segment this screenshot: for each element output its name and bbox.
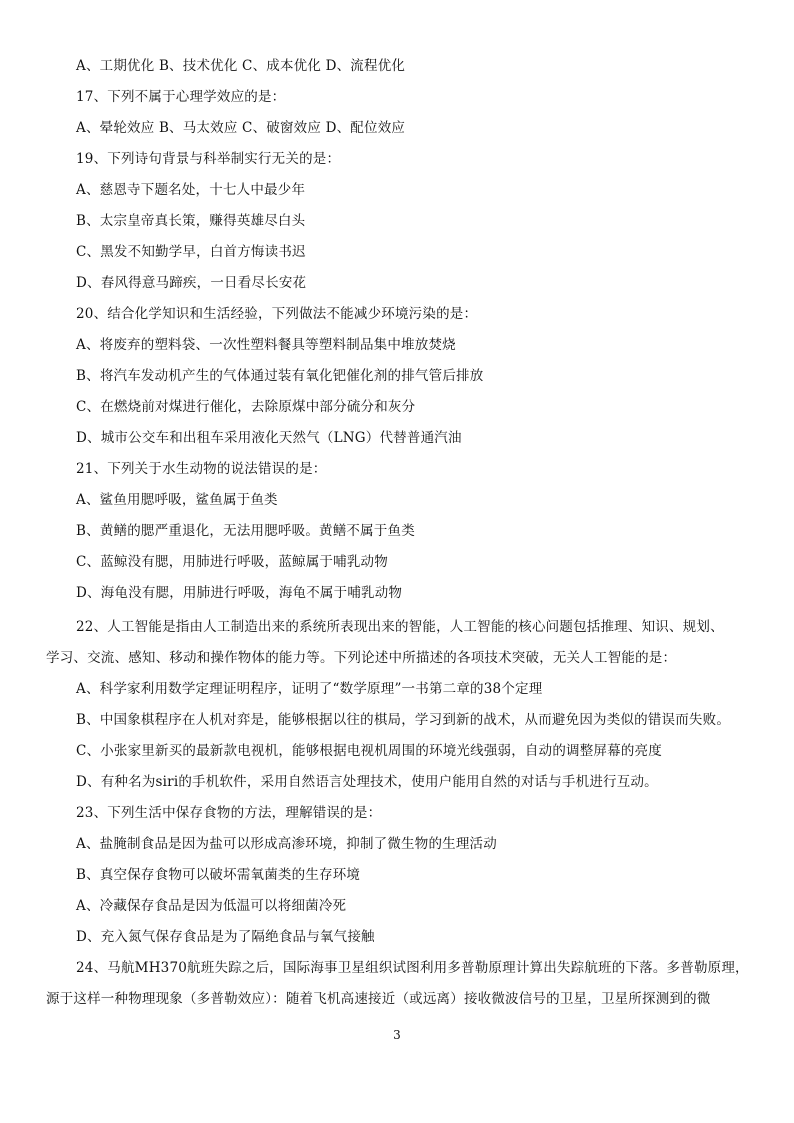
text-line: A、盐腌制食品是因为盐可以形成高渗环境，抑制了微生物的生理活动 xyxy=(76,836,497,852)
text-line: 源于这样一种物理现象（多普勒效应）：随着飞机高速接近（或远离）接收微波信号的卫星，卫星所探测到的微 xyxy=(46,991,711,1007)
question-line: 19、下列诗句背景与科举制实行无关的是： xyxy=(76,151,341,167)
text-line: D、城市公交车和出租车采用液化天然气（LNG）代替普通汽油 xyxy=(76,430,462,446)
question-line: 23、下列生活中保存食物的方法，理解错误的是： xyxy=(76,805,382,821)
text-line: A、冷藏保存食品是因为低温可以将细菌冷死 xyxy=(76,898,347,914)
text-line: C、黑发不知勤学早，白首方悔读书迟 xyxy=(76,244,306,260)
text-line: A、慈恩寺下题名处，十七人中最少年 xyxy=(76,182,306,198)
text-line: C、小张家里新买的最新款电视机，能够根据电视机周围的环境光线强弱，自动的调整屏幕的亮度 xyxy=(76,743,662,759)
text-line: D、海龟没有腮，用肺进行呼吸，海龟不属于哺乳动物 xyxy=(76,585,403,601)
text-line: C、在燃烧前对煤进行催化，去除原煤中部分硫分和灰分 xyxy=(76,399,416,415)
text-line: A、工期优化 B、技术优化 C、成本优化 D、流程优化 xyxy=(76,58,406,74)
question-line: 22、人工智能是指由人工制造出来的系统所表现出来的智能，人工智能的核心问题包括推理、知识、规划、 xyxy=(76,619,724,635)
text-line: B、黄鳝的腮严重退化，无法用腮呼吸。黄鳝不属于鱼类 xyxy=(76,523,415,539)
text-line: A、科学家利用数学定理证明程序，证明了“数学原理”一书第二章的38个定理 xyxy=(76,681,543,697)
question-line: 20、结合化学知识和生活经验，下列做法不能减少环境污染的是： xyxy=(76,306,478,322)
question-line: 17、下列不属于心理学效应的是： xyxy=(76,89,286,105)
text-line: D、有种名为siri的手机软件，采用自然语言处理技术，使用户能用自然的对话与手机进行互动。 xyxy=(76,774,658,790)
text-line: D、充入氮气保存食品是为了隔绝食品与氧气接触 xyxy=(76,929,375,945)
text-line: B、中国象棋程序在人机对弈是，能够根据以往的棋局，学习到新的战术，从而避免因为类似的错误而失败。 xyxy=(76,712,731,728)
text-line: B、真空保存食物可以破坏需氧菌类的生存环境 xyxy=(76,867,361,883)
text-line: A、将废弃的塑料袋、一次性塑料餐具等塑料制品集中堆放焚烧 xyxy=(76,337,456,353)
text-line: 学习、交流、感知、移动和操作物体的能力等。下列论述中所描述的各项技术突破，无关人工智能的是： xyxy=(46,650,677,666)
text-line: B、太宗皇帝真长策，赚得英雄尽白头 xyxy=(76,213,306,229)
text-line: D、春风得意马蹄疾，一日看尽长安花 xyxy=(76,275,307,291)
text-line: B、将汽车发动机产生的气体通过装有氧化钯催化剂的排气管后排放 xyxy=(76,368,484,384)
question-line: 21、下列关于水生动物的说法错误的是： xyxy=(76,461,327,477)
text-line: A、晕轮效应 B、马太效应 C、破窗效应 D、配位效应 xyxy=(76,120,406,136)
text-line: C、蓝鲸没有腮，用肺进行呼吸，蓝鲸属于哺乳动物 xyxy=(76,554,388,570)
text-line: A、鲨鱼用腮呼吸，鲨鱼属于鱼类 xyxy=(76,492,278,508)
question-line: 24、马航MH370航班失踪之后，国际海事卫星组织试图利用多普勒原理计算出失踪航班的下落。多普勒原理， xyxy=(76,960,749,976)
page-number: 3 xyxy=(393,1028,401,1042)
